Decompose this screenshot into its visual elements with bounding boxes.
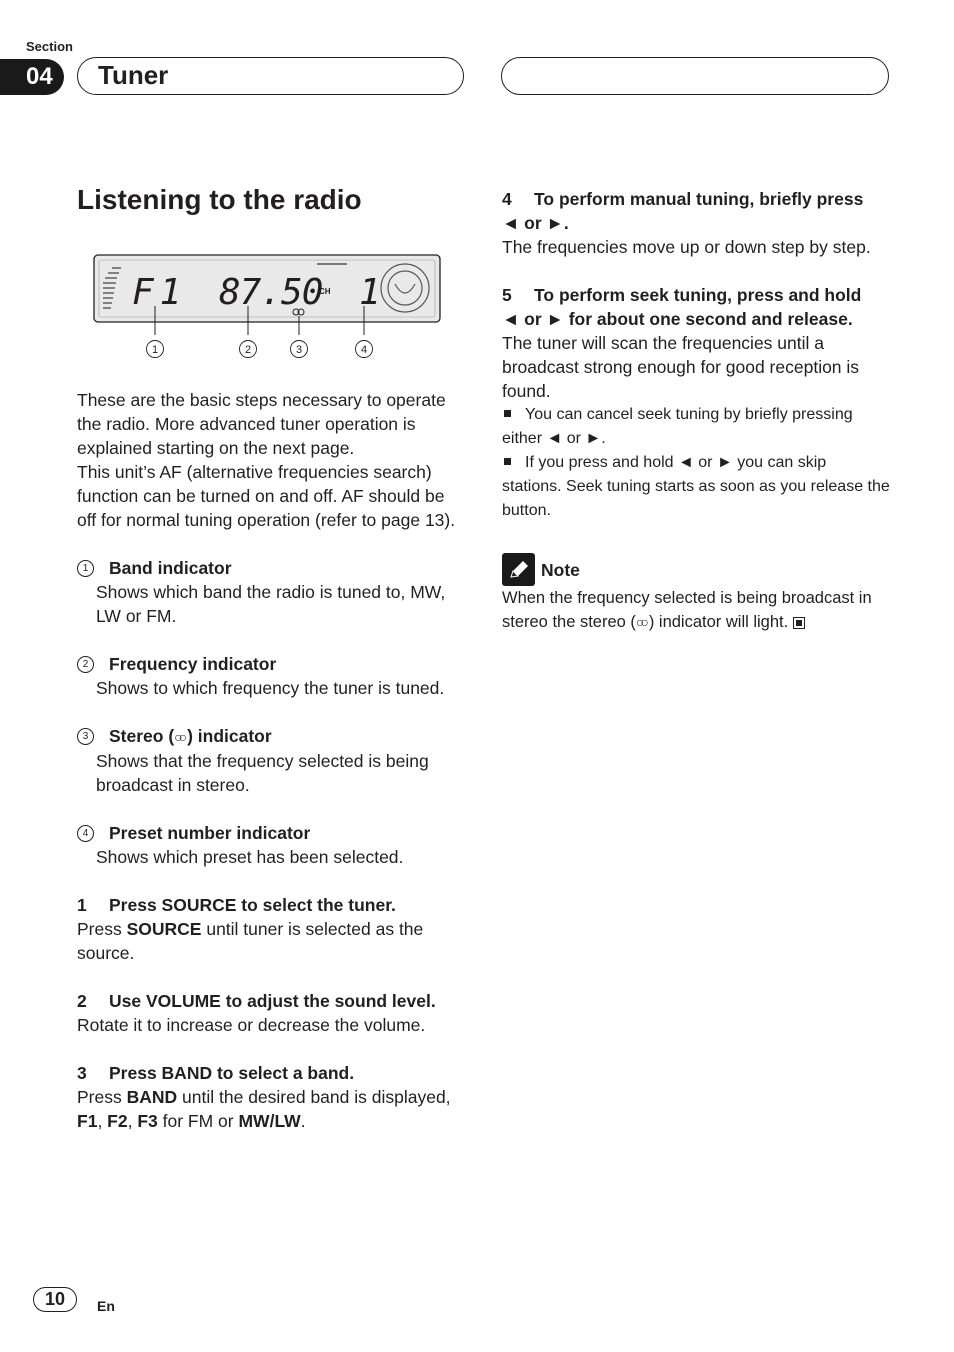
item-number-badge: 4 — [77, 825, 94, 842]
note-header — [502, 553, 890, 586]
bullet-text: You can cancel seek tuning by briefly pressing either ◄ or ►. — [502, 406, 853, 447]
tuner-display-illustration — [77, 240, 447, 365]
step-item — [502, 283, 890, 403]
callout-2: 2 — [244, 344, 252, 356]
step-title: Use VOLUME to adjust the sound level. — [109, 991, 436, 1011]
step-number: 5 — [502, 285, 512, 305]
indicator-item — [77, 652, 467, 700]
step-body-text: for FM or — [157, 1111, 239, 1131]
step-item — [77, 893, 467, 965]
intro-paragraph: This unit’s AF (alternative frequencies search) function can be turned on and off. AF should be off for normal tuning operation (refer to page 13). — [77, 462, 456, 530]
callout-4: 4 — [360, 344, 368, 356]
step-number: 3 — [77, 1063, 87, 1083]
indicator-item — [77, 724, 467, 797]
end-mark-icon — [793, 617, 805, 629]
step-title: To perform manual tuning, briefly press — [534, 189, 864, 209]
item-body: Shows that the frequency selected is being broadcast in stereo. — [96, 751, 429, 795]
item-body: Shows which band the radio is tuned to, MW, LW or FM. — [96, 582, 446, 626]
callout-1: 1 — [151, 344, 159, 356]
step-number: 2 — [77, 991, 87, 1011]
item-title-part: Stereo ( — [109, 726, 175, 746]
item-number-badge: 3 — [77, 728, 94, 745]
step-body-bold: F3 — [137, 1111, 158, 1131]
step-body: The frequencies move up or down step by step. — [502, 237, 871, 257]
step-body-text: , — [97, 1111, 108, 1131]
step-body — [77, 917, 467, 965]
bullet-item — [502, 451, 890, 523]
step-body-text: until tuner is selected as the source. — [77, 919, 424, 963]
step-item — [77, 989, 467, 1037]
step-body-text: Press — [77, 919, 127, 939]
frequency-readout: 87.50 — [219, 272, 323, 313]
step-body-bold: MW/LW — [238, 1111, 301, 1131]
item-title: Frequency indicator — [109, 654, 277, 674]
item-title: Band indicator — [109, 558, 232, 578]
step-body-text: until the desired band is displayed, — [177, 1087, 451, 1107]
step-body-bold: SOURCE — [126, 919, 202, 939]
empty-header-pill — [501, 57, 889, 95]
left-column — [77, 388, 467, 1133]
item-number-badge: 1 — [77, 560, 94, 577]
page-title: Listening to the radio — [77, 184, 362, 215]
step-body-text: , — [127, 1111, 138, 1131]
step-title: Press BAND to select a band. — [109, 1063, 355, 1083]
note-text — [502, 586, 890, 634]
callout-3: 3 — [295, 344, 303, 356]
item-number-badge: 2 — [77, 656, 94, 673]
note-label: Note — [541, 559, 580, 580]
step-item — [502, 187, 890, 259]
pencil-note-icon — [502, 553, 535, 586]
chapter-title: Tuner — [98, 60, 169, 90]
item-title: Preset number indicator — [109, 823, 311, 843]
right-column — [502, 187, 890, 634]
step-title: To perform seek tuning, press and hold — [534, 285, 862, 305]
step-body: The tuner will scan the frequencies until a broadcast strong enough for good reception is found. — [502, 333, 860, 401]
step-body-bold: F1 — [77, 1111, 98, 1131]
preset-readout: 1 — [359, 272, 381, 313]
step-body-text: Press — [77, 1087, 127, 1107]
stereo-icon: ○○ — [635, 614, 645, 630]
indicator-item — [77, 556, 467, 628]
item-body: Shows which preset has been selected. — [96, 847, 404, 867]
bullet-text: If you press and hold ◄ or ► you can skip stations. Seek tuning starts as soon as you release the button. — [502, 454, 890, 519]
step-item — [77, 1061, 467, 1133]
language-code: En — [97, 1298, 115, 1314]
section-label: Section — [26, 39, 73, 54]
page-number: 10 — [33, 1287, 77, 1312]
intro-paragraph: These are the basic steps necessary to operate the radio. More advanced tuner operation is explained starting on the next page. — [77, 390, 446, 458]
note-text-part: ) indicator will light. — [648, 613, 789, 631]
step-body-text: . — [300, 1111, 306, 1131]
step-title: Press SOURCE to select the tuner. — [109, 895, 396, 915]
item-title-part: ) indicator — [187, 726, 272, 746]
step-number: 1 — [77, 895, 87, 915]
note-text-part: When the frequency selected is being broadcast in stereo the stereo ( — [502, 589, 872, 631]
indicator-item — [77, 821, 467, 869]
step-body-bold: BAND — [126, 1087, 178, 1107]
step-body: Rotate it to increase or decrease the volume. — [77, 1015, 426, 1035]
stereo-icon: ○○ — [174, 729, 184, 745]
bullet-square-icon — [504, 458, 511, 465]
step-title: ◄ or ► for about one second and release. — [502, 309, 853, 329]
chapter-title-pill — [77, 57, 464, 95]
step-body — [77, 1085, 467, 1133]
bullet-square-icon — [504, 410, 511, 417]
step-number: 4 — [502, 189, 512, 209]
item-body: Shows to which frequency the tuner is tuned. — [96, 678, 445, 698]
channel-label: CH — [319, 287, 331, 296]
step-title: ◄ or ►. — [502, 213, 569, 233]
band-readout: F1 — [132, 272, 188, 313]
bullet-item — [502, 403, 890, 451]
section-number-tab: 04 — [0, 59, 64, 95]
step-body-bold: F2 — [107, 1111, 128, 1131]
